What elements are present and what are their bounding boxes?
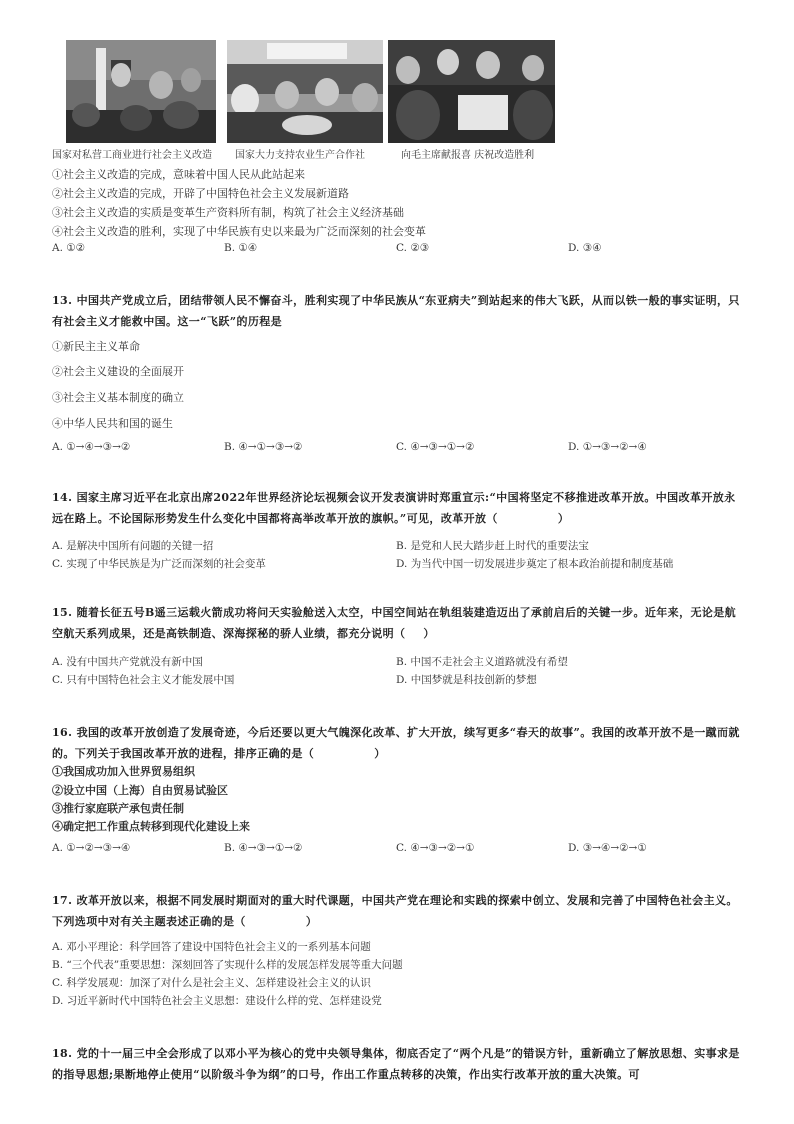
q14-stem	[52, 487, 742, 529]
q16-stem	[52, 722, 742, 764]
q16-choice-a: A. ①→②→③→④	[52, 842, 131, 854]
q14-text: 国家主席习近平在北京出席2022年世界经济论坛视频会议开发表演讲时郑重宣示:“中国将坚定不移推进改革开放。中国改革开放永远在路上。不论国际形势发生什么变化中国都将高举改革开放的旗帜。”可见，改革开放（	[52, 491, 736, 525]
photo-caption-1: 国家对私营工商业进行社会主义改造	[52, 150, 212, 161]
q16-item-2: ②设立中国（上海）自由贸易试验区	[52, 784, 228, 797]
q13-item-2: ②社会主义建设的全面展开	[52, 365, 184, 378]
photo-caption-2: 国家大力支持农业生产合作社	[235, 150, 365, 161]
q14-choice-b: B. 是党和人民大踏步赶上时代的重要法宝	[396, 540, 589, 552]
q17-choice-a: A. 邓小平理论：科学回答了建设中国特色社会主义的一系列基本问题	[52, 941, 371, 953]
q18-stem	[52, 1043, 742, 1085]
q17-stem	[52, 890, 742, 932]
q14-choice-d: D. 为当代中国一切发展进步奠定了根本政治前提和制度基础	[396, 558, 674, 570]
q12-choice-d: D. ③④	[568, 242, 602, 254]
q16-paren-close: ）	[374, 747, 386, 760]
q16-item-1: ①我国成功加入世界贸易组织	[52, 765, 195, 778]
q16-number: 16.	[52, 726, 73, 739]
q17-choice-b: B. “三个代表”重要思想：深刻回答了实现什么样的发展怎样发展等重大问题	[52, 959, 403, 971]
q12-item-1: ①社会主义改造的完成，意味着中国人民从此站起来	[52, 168, 305, 181]
q17-paren-close: ）	[305, 915, 318, 928]
q17-choice-c: C. 科学发展观：加深了对什么是社会主义、怎样建设社会主义的认识	[52, 977, 371, 989]
photo-report-to-mao	[388, 40, 555, 143]
q12-item-4: ④社会主义改造的胜利，实现了中华民族有史以来最为广泛而深刻的社会变革	[52, 225, 426, 238]
q14-choice-c: C. 实现了中华民族是为广泛而深刻的社会变革	[52, 558, 266, 570]
q18-text: 党的十一届三中全会形成了以邓小平为核心的党中央领导集体，彻底否定了“两个凡是”的错误方针，重新确立了解放思想、实事求是的指导思想;果断地停止使用“以阶级斗争为纲”的口号，作出工作重点转移的决策，作出实行改革开放的重大决策。可	[52, 1047, 740, 1081]
q12-choice-b: B. ①④	[224, 242, 258, 254]
q13-item-1: ①新民主主义革命	[52, 340, 140, 353]
q13-item-4: ④中华人民共和国的诞生	[52, 417, 173, 430]
q17-text: 改革开放以来，根据不同发展时期面对的重大时代课题，中国共产党在理论和实践的探索中创立、发展和完善了中国特色社会主义。下列选项中对有关主题表述正确的是（	[52, 894, 738, 928]
q13-number: 13.	[52, 294, 73, 307]
q15-number: 15.	[52, 606, 73, 619]
q15-choice-d: D. 中国梦就是科技创新的梦想	[396, 674, 537, 686]
q13-choice-c: C. ④→③→①→②	[396, 441, 475, 453]
q18-number: 18.	[52, 1047, 73, 1060]
q17-choice-d: D. 习近平新时代中国特色社会主义思想：建设什么样的党、怎样建设党	[52, 995, 382, 1007]
q16-item-4: ④确定把工作重点转移到现代化建设上来	[52, 820, 250, 833]
q15-choice-a: A. 没有中国共产党就没有新中国	[52, 656, 203, 668]
q13-choice-a: A. ①→④→③→②	[52, 441, 131, 453]
photo-business-reform	[66, 40, 216, 143]
q12-choice-c: C. ②③	[396, 242, 430, 254]
q14-choice-a: A. 是解决中国所有问题的关键一招	[52, 540, 214, 552]
q16-item-3: ③推行家庭联产承包责任制	[52, 802, 184, 815]
q16-text: 我国的改革开放创造了发展奇迹，今后还要以更大气魄深化改革、扩大开放，续写更多“春天的故事”。我国的改革开放不是一蹴而就的。下列关于我国改革开放的进程，排序正确的是（	[52, 726, 740, 760]
q13-text: 中国共产党成立后，团结带领人民不懈奋斗，胜利实现了中华民族从“东亚病夫”到站起来的伟大飞跃，从而以铁一般的事实证明，只有社会主义才能救中国。这一“飞跃”的历程是	[52, 294, 740, 328]
photo-caption-3: 向毛主席献报喜 庆祝改造胜利	[401, 150, 535, 161]
q12-item-2: ②社会主义改造的完成，开辟了中国特色社会主义发展新道路	[52, 187, 349, 200]
q12-choice-a: A. ①②	[52, 242, 86, 254]
q16-choice-c: C. ④→③→②→①	[396, 842, 475, 854]
q15-paren-close: ）	[423, 627, 435, 640]
q12-item-3: ③社会主义改造的实质是变革生产资料所有制，构筑了社会主义经济基础	[52, 206, 404, 219]
q13-item-3: ③社会主义基本制度的确立	[52, 391, 184, 404]
q15-stem	[52, 602, 742, 644]
q15-choice-c: C. 只有中国特色社会主义才能发展中国	[52, 674, 235, 686]
q16-choice-b: B. ④→③→①→②	[224, 842, 303, 854]
q14-number: 14.	[52, 491, 73, 504]
q15-text: 随着长征五号B遥三运载火箭成功将问天实验舱送入太空，中国空间站在轨组装建造迈出了承前启后的关键一步。近年来，无论是航空航天系列成果，还是高铁制造、深海探秘的骄人业绩，都充分说明（	[52, 606, 737, 640]
q13-choice-b: B. ④→①→③→②	[224, 441, 303, 453]
q13-choice-d: D. ①→③→②→④	[568, 441, 647, 453]
photo-agri-coop	[227, 40, 383, 143]
q15-choice-b: B. 中国不走社会主义道路就没有希望	[396, 656, 568, 668]
q16-choice-d: D. ③→④→②→①	[568, 842, 647, 854]
q13-stem	[52, 290, 742, 332]
q14-paren-close: ）	[557, 512, 570, 525]
q17-number: 17.	[52, 894, 73, 907]
